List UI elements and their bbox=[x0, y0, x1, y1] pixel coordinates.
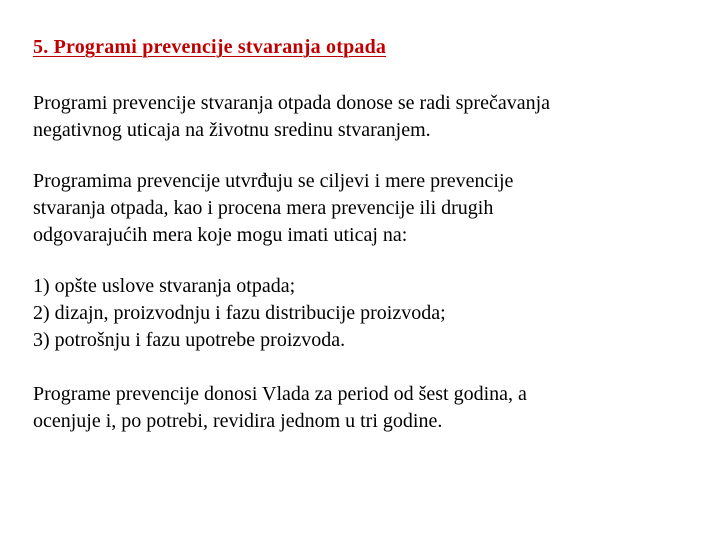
intro-line-2: negativnog uticaja na životnu sredinu stvaranjem. bbox=[33, 119, 431, 141]
list-item-2: 2) dizajn, proizvodnju i fazu distribucije proizvoda; bbox=[33, 302, 446, 324]
goals-line-3: odgovarajućih mera koje mogu imati uticaj na: bbox=[33, 224, 408, 246]
goals-line-1: Programima prevencije utvrđuju se ciljevi i mere prevencije bbox=[33, 170, 514, 192]
government-line-2: ocenjuje i, po potrebi, revidira jednom u tri godine. bbox=[33, 410, 443, 432]
intro-line-1: Programi prevencije stvaranja otpada donose se radi sprečavanja bbox=[33, 92, 551, 114]
goals-paragraph bbox=[33, 168, 693, 249]
government-line-1: Programe prevencije donosi Vlada za period od šest godina, a bbox=[33, 383, 527, 405]
page-title: 5. Programi prevencije stvaranja otpada bbox=[33, 36, 387, 58]
slide-content bbox=[33, 34, 693, 435]
list-item-3: 3) potrošnju i fazu upotrebe proizvoda. bbox=[33, 329, 346, 351]
goals-line-2: stvaranja otpada, kao i procena mera prevencije ili drugih bbox=[33, 197, 494, 219]
list-item-1: 1) opšte uslove stvaranja otpada; bbox=[33, 275, 296, 297]
government-paragraph bbox=[33, 381, 693, 435]
impact-list bbox=[33, 273, 693, 354]
intro-paragraph bbox=[33, 90, 693, 144]
